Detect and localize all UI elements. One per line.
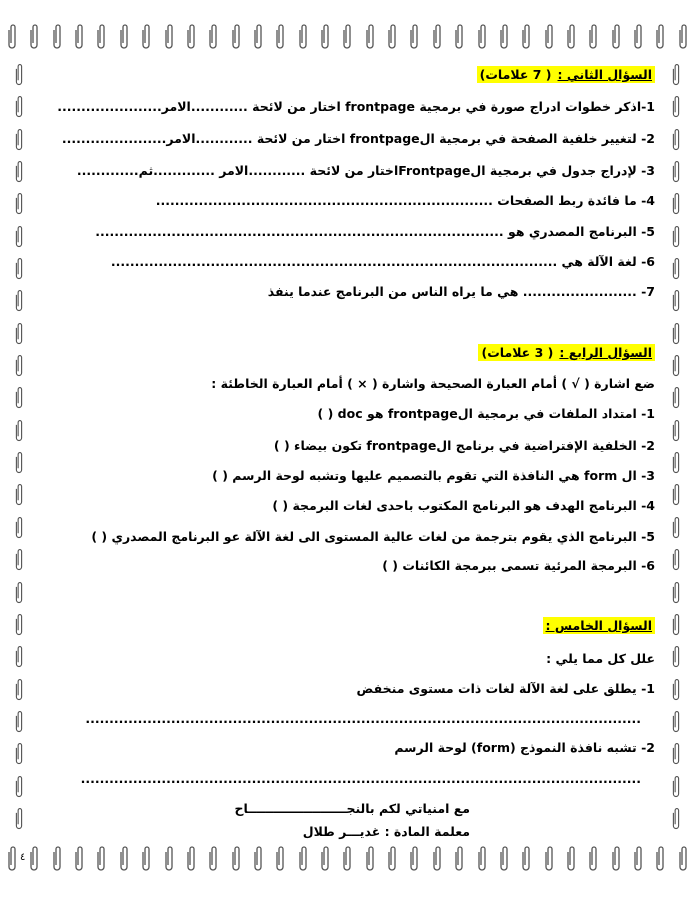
q4-item-3: 3- ال form هي النافذة التي تقوم بالتصميم عليها وتشبه لوحة الرسم ( ) (212, 468, 655, 483)
paperclip-icon (670, 159, 682, 189)
paperclip-icon (13, 482, 25, 512)
paperclip-icon (670, 806, 682, 836)
paperclip-icon (13, 515, 25, 545)
paperclip-icon (28, 22, 40, 56)
q4-title: السؤال الرابع : (556, 344, 655, 361)
paperclip-icon (670, 774, 682, 804)
paperclip-icon (13, 321, 25, 351)
paperclip-icon (654, 844, 666, 878)
q4-heading (40, 344, 655, 362)
paperclip-icon (670, 127, 682, 157)
q5-instruction: علل كل مما يلي : (546, 651, 655, 666)
paperclip-icon (13, 547, 25, 577)
paperclip-icon (13, 418, 25, 448)
paperclip-icon (670, 644, 682, 674)
q5-item-2: 2- تشبه نافذة النموذج (form) لوحة الرسم (394, 740, 655, 755)
paperclip-icon (670, 288, 682, 318)
paperclip-icon (13, 256, 25, 286)
paperclip-icon (13, 741, 25, 771)
q2-title: السؤال الثاني : (555, 66, 655, 83)
paperclip-icon (13, 612, 25, 642)
paperclip-icon (13, 806, 25, 836)
paperclip-icon (670, 62, 682, 92)
paperclip-icon (670, 418, 682, 448)
q5-item-1: 1- يطلق على لغة الآلة لغات ذات مستوى منخفض (356, 681, 655, 696)
q5-dots-1: ..................................................................................................................... (85, 711, 641, 726)
paperclip-icon (670, 353, 682, 383)
q4-item-4: 4- البرنامج الهدف هو البرنامج المكتوب باحدى لغات البرمجة ( ) (272, 498, 655, 513)
paperclip-icon (28, 844, 40, 878)
paperclip-icon (670, 224, 682, 254)
paperclip-icon (13, 353, 25, 383)
paperclip-icon (654, 22, 666, 56)
paperclip-icon (670, 515, 682, 545)
paperclip-icon (13, 224, 25, 254)
paperclip-icon (13, 644, 25, 674)
q5-heading (40, 617, 655, 635)
q2-item-5: 5- البرنامج المصدري هو ...................................................................................... (95, 224, 655, 239)
paperclip-icon (13, 127, 25, 157)
q4-instruction: ضع اشارة ( √ ) أمام العبارة الصحيحة واشارة ( × ) أمام العبارة الخاطئة : (211, 376, 655, 391)
paperclip-icon (13, 191, 25, 221)
closing-teacher: معلمة المادة : غديـــر طلال (302, 824, 470, 839)
q4-item-6: 6- البرمجة المرئية تسمى ببرمجة الكائنات ( ) (382, 558, 655, 573)
q4-item-5: 5- البرنامج الذي يقوم بترجمة من لغات عالية المستوى الى لغة الآلة عو البرنامج المصدري ( ) (91, 529, 655, 544)
q4-item-2: 2- الخلفية الإفتراضية في برنامج الfrontpage تكون بيضاء ( ) (273, 438, 655, 453)
q2-marks: ( 7 علامات) (477, 66, 555, 83)
paperclip-icon (13, 62, 25, 92)
paperclip-icon (6, 22, 18, 56)
paperclip-icon (670, 741, 682, 771)
q4-marks: ( 3 علامات) (478, 344, 556, 361)
paperclip-icon (13, 159, 25, 189)
q2-item-2: 2- لتغيير خلفية الصفحة في برمجية الfrontpage اختار من لائحة ............الامر...................... (61, 131, 655, 146)
paperclip-icon (670, 709, 682, 739)
paperclip-icon (670, 450, 682, 480)
paperclip-icon (13, 288, 25, 318)
paperclip-icon (670, 321, 682, 351)
right-clip-border (661, 62, 691, 836)
paperclip-icon (13, 774, 25, 804)
paperclip-icon (670, 191, 682, 221)
q2-item-3: 3- لإدراج جدول في برمجية الFrontpageاختار من لائحة ............الامر .............ثم............. (76, 163, 655, 178)
paperclip-icon (6, 844, 18, 878)
paperclip-icon (13, 709, 25, 739)
paperclip-icon (677, 844, 689, 878)
paperclip-icon (670, 256, 682, 286)
paperclip-icon (677, 22, 689, 56)
q5-title: السؤال الخامس : (543, 617, 655, 634)
paperclip-icon (670, 385, 682, 415)
paperclip-icon (670, 677, 682, 707)
q2-item-6: 6- لغة الآلة هي .............................................................................................. (110, 254, 655, 269)
q2-heading (40, 66, 655, 84)
q2-item-7: 7- ........................ هي ما يراه الناس من البرنامج عندما ينفذ (267, 284, 655, 299)
closing-wish: مع امنياتي لكم بالنجـــــــــــــــــــــــاح (234, 801, 470, 816)
paperclip-icon (670, 580, 682, 610)
paperclip-icon (13, 677, 25, 707)
paperclip-icon (670, 94, 682, 124)
q5-dots-2: ...................................................................................................................... (80, 771, 641, 786)
q2-item-1: 1-اذكر خطوات ادراج صورة في برمجية frontpage اختار من لائحة ............الامر...................... (57, 99, 655, 114)
q4-item-1: 1- امتداد الملفات في برمجية الfrontpage هو doc ( ) (317, 406, 655, 421)
paperclip-icon (13, 450, 25, 480)
paperclip-icon (670, 482, 682, 512)
paperclip-icon (13, 385, 25, 415)
paperclip-icon (670, 612, 682, 642)
paperclip-icon (13, 94, 25, 124)
left-clip-border (4, 62, 34, 836)
paperclip-icon (670, 547, 682, 577)
paperclip-icon (13, 580, 25, 610)
page-number: ٤ (20, 852, 26, 863)
exam-page (40, 0, 655, 900)
q2-item-4: 4- ما فائدة ربط الصفحات ....................................................................... (155, 193, 655, 208)
